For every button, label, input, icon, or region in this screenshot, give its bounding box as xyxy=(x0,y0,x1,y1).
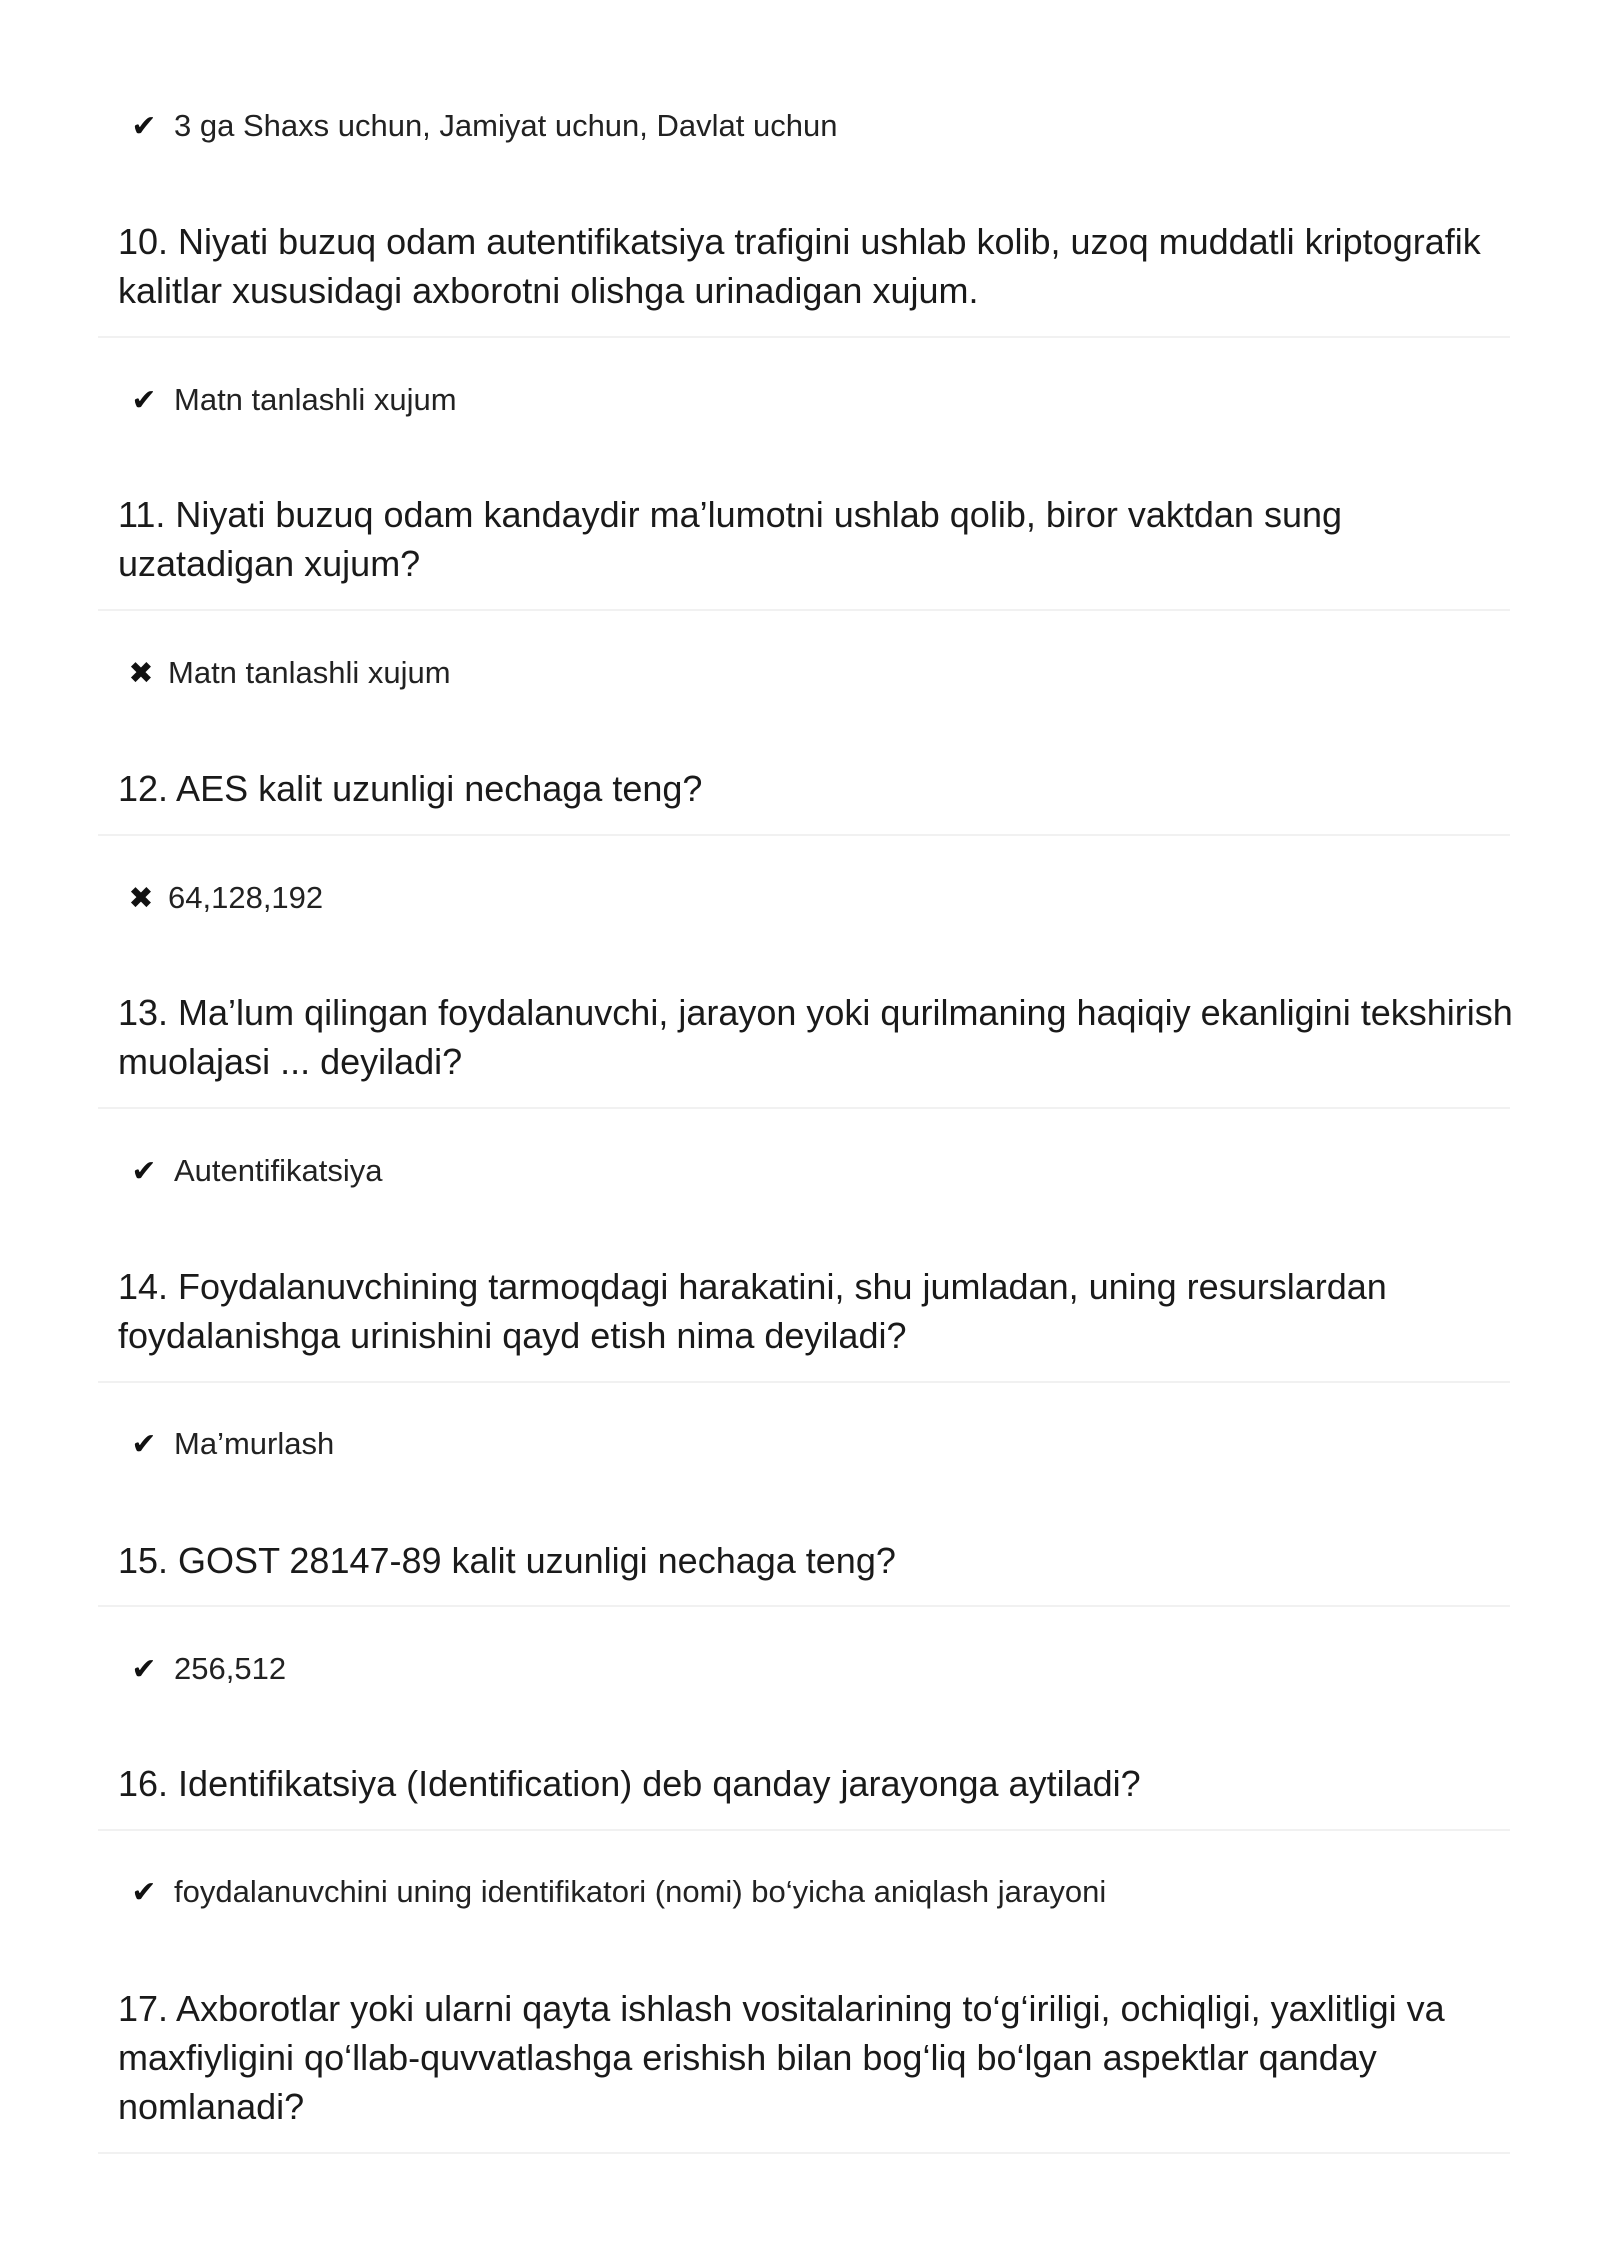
answer-text: Autentifikatsiya xyxy=(174,1153,383,1188)
divider xyxy=(98,1605,1510,1607)
answer-item-14 xyxy=(128,1424,334,1464)
answer-item-16 xyxy=(128,1872,1106,1912)
question-11: 11. Niyati buzuq odam kandaydir ma’lumotni ushlab qolib, biror vaktdan sung uzatadigan xujum? xyxy=(118,494,1343,584)
question-15: 15. GOST 28147-89 kalit uzunligi nechaga teng? xyxy=(118,1540,896,1581)
divider xyxy=(98,336,1510,338)
question-16: 16. Identifikatsiya (Identification) deb qanday jarayonga aytiladi? xyxy=(118,1763,1141,1804)
divider xyxy=(98,834,1510,836)
check-icon: ✔ xyxy=(131,1651,157,1687)
check-icon: ✔ xyxy=(131,1153,157,1189)
answer-item-15 xyxy=(128,1649,286,1689)
check-icon: ✔ xyxy=(131,382,157,418)
question-13: 13. Ma’lum qilingan foydalanuvchi, jarayon yoki qurilmaning haqiqiy ekanligini tekshirish muolajasi ... deyiladi? xyxy=(118,992,1513,1082)
question-12: 12. AES kalit uzunligi nechaga teng? xyxy=(118,768,703,809)
question-14: 14. Foydalanuvchining tarmoqdagi harakatini, shu jumladan, uning resurslardan foydalanishga urinishini qayd etish nima deyiladi? xyxy=(118,1266,1387,1356)
divider xyxy=(98,1829,1510,1831)
question-10: 10. Niyati buzuq odam autentifikatsiya trafigini ushlab kolib, uzoq muddatli kriptografik kalitlar xususidagi axborotni olishga urinadigan xujum. xyxy=(118,221,1481,311)
divider xyxy=(98,1107,1510,1109)
answer-text: foydalanuvchini uning identifikatori (nomi) bo‘yicha aniqlash jarayoni xyxy=(174,1874,1107,1909)
check-icon: ✔ xyxy=(131,108,157,144)
answer-text: Matn tanlashli xujum xyxy=(168,655,451,690)
question-17: 17. Axborotlar yoki ularni qayta ishlash vositalarining to‘g‘iriligi, ochiqligi, yaxlitligi va maxfiyligini qo‘llab-quvvatlashga erishish bilan bog‘liq bo‘lgan aspektlar qanday nomlanadi? xyxy=(118,1988,1445,2127)
cross-icon: ✖ xyxy=(128,880,154,916)
check-icon: ✔ xyxy=(131,1426,157,1462)
divider xyxy=(98,2152,1510,2154)
cross-icon: ✖ xyxy=(128,655,154,691)
check-icon: ✔ xyxy=(131,1874,157,1910)
answer-text: 64,128,192 xyxy=(168,880,324,915)
divider xyxy=(98,609,1510,611)
answer-item-13 xyxy=(128,1151,383,1191)
answer-text: Ma’murlash xyxy=(174,1426,335,1461)
answer-item-10 xyxy=(128,380,457,420)
answer-item-12 xyxy=(128,878,323,918)
answer-item-9 xyxy=(128,106,837,146)
answer-text: 256,512 xyxy=(174,1651,287,1686)
divider xyxy=(98,1381,1510,1383)
answer-text: Matn tanlashli xujum xyxy=(174,382,457,417)
answer-item-11 xyxy=(128,653,451,693)
answer-text: 3 ga Shaxs uchun, Jamiyat uchun, Davlat uchun xyxy=(174,108,838,143)
